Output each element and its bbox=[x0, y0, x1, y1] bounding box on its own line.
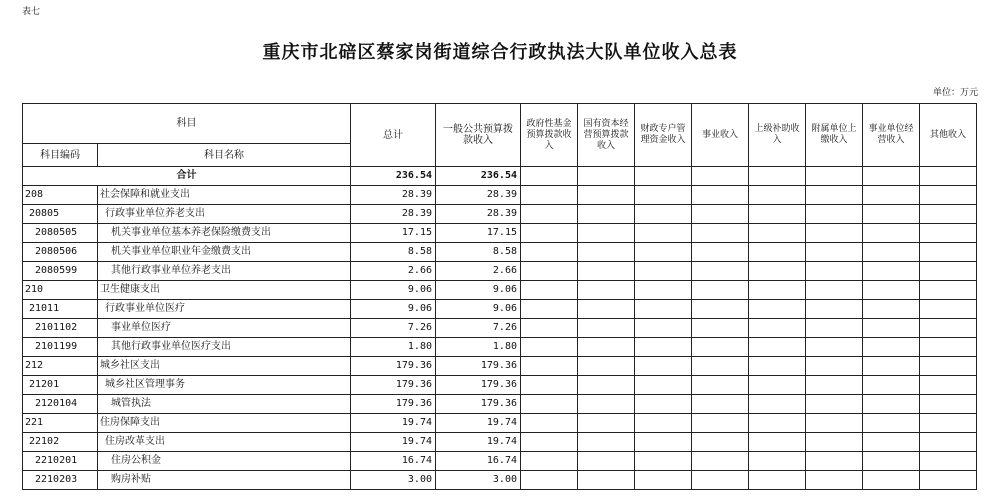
subject-code: 2101102 bbox=[23, 319, 98, 338]
empty-cell bbox=[920, 224, 977, 243]
subject-name: 事业单位医疗 bbox=[98, 319, 351, 338]
total-value: 3.00 bbox=[351, 471, 436, 490]
general-budget-value: 9.06 bbox=[436, 281, 521, 300]
total-value: 8.58 bbox=[351, 243, 436, 262]
general-budget-value: 9.06 bbox=[436, 300, 521, 319]
empty-cell bbox=[692, 205, 749, 224]
empty-cell bbox=[863, 395, 920, 414]
table-row bbox=[23, 414, 977, 433]
general-budget-value: 16.74 bbox=[436, 452, 521, 471]
table-header bbox=[23, 104, 977, 167]
empty-cell bbox=[863, 186, 920, 205]
column-header: 国有资本经营预算拨款收入 bbox=[578, 104, 635, 167]
empty-cell bbox=[749, 357, 806, 376]
empty-cell bbox=[920, 414, 977, 433]
empty-cell bbox=[578, 414, 635, 433]
empty-cell bbox=[863, 376, 920, 395]
subject-name: 住房改革支出 bbox=[98, 433, 351, 452]
general-budget-value: 8.58 bbox=[436, 243, 521, 262]
empty-cell bbox=[863, 243, 920, 262]
empty-cell bbox=[920, 452, 977, 471]
general-budget-value: 3.00 bbox=[436, 471, 521, 490]
empty-cell bbox=[521, 281, 578, 300]
subject-code: 22102 bbox=[23, 433, 98, 452]
empty-cell bbox=[635, 205, 692, 224]
empty-cell bbox=[749, 338, 806, 357]
table-row bbox=[23, 452, 977, 471]
empty-cell bbox=[806, 319, 863, 338]
empty-cell bbox=[635, 357, 692, 376]
empty-cell bbox=[749, 319, 806, 338]
table-row bbox=[23, 338, 977, 357]
subject-code: 212 bbox=[23, 357, 98, 376]
empty-cell bbox=[749, 281, 806, 300]
table-row bbox=[23, 471, 977, 490]
empty-cell bbox=[578, 433, 635, 452]
empty-cell bbox=[749, 414, 806, 433]
general-budget-value: 179.36 bbox=[436, 395, 521, 414]
subject-name: 其他行政事业单位养老支出 bbox=[98, 262, 351, 281]
total-value: 19.74 bbox=[351, 433, 436, 452]
empty-cell bbox=[635, 433, 692, 452]
total-value: 16.74 bbox=[351, 452, 436, 471]
empty-cell bbox=[806, 471, 863, 490]
empty-cell bbox=[863, 224, 920, 243]
general-budget-value: 1.80 bbox=[436, 338, 521, 357]
subject-code: 2210201 bbox=[23, 452, 98, 471]
empty-cell bbox=[692, 319, 749, 338]
empty-cell bbox=[692, 243, 749, 262]
empty-cell bbox=[635, 243, 692, 262]
empty-cell bbox=[920, 262, 977, 281]
empty-cell bbox=[578, 281, 635, 300]
empty-cell bbox=[863, 414, 920, 433]
empty-cell bbox=[521, 205, 578, 224]
subject-name: 卫生健康支出 bbox=[98, 281, 351, 300]
general-budget-value: 179.36 bbox=[436, 376, 521, 395]
table-row bbox=[23, 300, 977, 319]
subject-name: 社会保障和就业支出 bbox=[98, 186, 351, 205]
empty-cell bbox=[920, 433, 977, 452]
column-header: 事业单位经营收入 bbox=[863, 104, 920, 167]
empty-cell bbox=[692, 414, 749, 433]
empty-cell bbox=[806, 262, 863, 281]
empty-cell bbox=[692, 262, 749, 281]
column-header: 一般公共预算拨款收入 bbox=[436, 104, 521, 167]
empty-cell bbox=[578, 300, 635, 319]
empty-cell bbox=[578, 186, 635, 205]
empty-cell bbox=[578, 376, 635, 395]
empty-cell bbox=[692, 395, 749, 414]
empty-cell bbox=[749, 262, 806, 281]
table-row bbox=[23, 262, 977, 281]
general-budget-value: 17.15 bbox=[436, 224, 521, 243]
table-row bbox=[23, 319, 977, 338]
total-value: 28.39 bbox=[351, 186, 436, 205]
empty-cell bbox=[635, 186, 692, 205]
empty-cell bbox=[521, 433, 578, 452]
empty-cell bbox=[635, 452, 692, 471]
empty-cell bbox=[692, 433, 749, 452]
column-header: 上级补助收入 bbox=[749, 104, 806, 167]
total-value: 9.06 bbox=[351, 281, 436, 300]
empty-cell bbox=[749, 205, 806, 224]
empty-cell bbox=[920, 186, 977, 205]
subject-code: 21011 bbox=[23, 300, 98, 319]
empty-cell bbox=[749, 376, 806, 395]
table-row bbox=[23, 281, 977, 300]
table-row bbox=[23, 224, 977, 243]
empty-cell bbox=[920, 395, 977, 414]
empty-cell bbox=[863, 281, 920, 300]
general-budget-value: 28.39 bbox=[436, 205, 521, 224]
empty-cell bbox=[521, 452, 578, 471]
column-header: 总计 bbox=[351, 104, 436, 167]
empty-cell bbox=[635, 471, 692, 490]
unit-label: 单位：万元 bbox=[932, 88, 978, 98]
total-value: 236.54 bbox=[351, 167, 436, 186]
empty-cell bbox=[635, 262, 692, 281]
subject-name: 其他行政事业单位医疗支出 bbox=[98, 338, 351, 357]
total-value: 179.36 bbox=[351, 395, 436, 414]
empty-cell bbox=[578, 357, 635, 376]
empty-cell bbox=[578, 205, 635, 224]
empty-cell bbox=[806, 433, 863, 452]
empty-cell bbox=[578, 262, 635, 281]
subject-header: 科目 bbox=[23, 104, 351, 144]
empty-cell bbox=[749, 433, 806, 452]
subject-name: 购房补贴 bbox=[98, 471, 351, 490]
empty-cell bbox=[692, 281, 749, 300]
subject-code-header: 科目编码 bbox=[23, 144, 98, 167]
empty-cell bbox=[521, 243, 578, 262]
empty-cell bbox=[521, 414, 578, 433]
empty-cell bbox=[635, 281, 692, 300]
subject-code: 2080599 bbox=[23, 262, 98, 281]
empty-cell bbox=[521, 262, 578, 281]
total-label: 合计 bbox=[23, 167, 351, 186]
empty-cell bbox=[578, 319, 635, 338]
subject-code: 210 bbox=[23, 281, 98, 300]
total-row bbox=[23, 167, 977, 186]
empty-cell bbox=[806, 452, 863, 471]
empty-cell bbox=[806, 395, 863, 414]
subject-code: 2080505 bbox=[23, 224, 98, 243]
subject-code: 21201 bbox=[23, 376, 98, 395]
empty-cell bbox=[578, 471, 635, 490]
empty-cell bbox=[521, 395, 578, 414]
empty-cell bbox=[920, 319, 977, 338]
column-header: 财政专户管理资金收入 bbox=[635, 104, 692, 167]
empty-cell bbox=[806, 186, 863, 205]
empty-cell bbox=[806, 376, 863, 395]
empty-cell bbox=[806, 224, 863, 243]
subject-name: 机关事业单位基本养老保险缴费支出 bbox=[98, 224, 351, 243]
empty-cell bbox=[521, 376, 578, 395]
empty-cell bbox=[521, 471, 578, 490]
table-row bbox=[23, 186, 977, 205]
general-budget-value: 28.39 bbox=[436, 186, 521, 205]
empty-cell bbox=[692, 300, 749, 319]
empty-cell bbox=[635, 300, 692, 319]
empty-cell bbox=[521, 338, 578, 357]
empty-cell bbox=[806, 281, 863, 300]
empty-cell bbox=[692, 224, 749, 243]
total-value: 179.36 bbox=[351, 376, 436, 395]
empty-cell bbox=[920, 281, 977, 300]
subject-name-header: 科目名称 bbox=[98, 144, 351, 167]
table-row bbox=[23, 243, 977, 262]
empty-cell bbox=[635, 319, 692, 338]
subject-code: 2120104 bbox=[23, 395, 98, 414]
total-value: 19.74 bbox=[351, 414, 436, 433]
table-tag: 表七 bbox=[22, 7, 41, 17]
total-value: 28.39 bbox=[351, 205, 436, 224]
table-row bbox=[23, 205, 977, 224]
table-body bbox=[23, 167, 977, 490]
empty-cell bbox=[920, 243, 977, 262]
empty-cell bbox=[920, 471, 977, 490]
subject-code: 221 bbox=[23, 414, 98, 433]
empty-cell bbox=[578, 243, 635, 262]
empty-cell bbox=[863, 433, 920, 452]
empty-cell bbox=[749, 300, 806, 319]
empty-cell bbox=[635, 338, 692, 357]
total-value: 1.80 bbox=[351, 338, 436, 357]
empty-cell bbox=[749, 452, 806, 471]
subject-code: 2080506 bbox=[23, 243, 98, 262]
empty-cell bbox=[692, 376, 749, 395]
empty-cell bbox=[692, 452, 749, 471]
empty-cell bbox=[920, 205, 977, 224]
empty-cell bbox=[806, 414, 863, 433]
empty-cell bbox=[521, 357, 578, 376]
total-value: 179.36 bbox=[351, 357, 436, 376]
empty-cell bbox=[578, 395, 635, 414]
empty-cell bbox=[806, 357, 863, 376]
subject-code: 208 bbox=[23, 186, 98, 205]
empty-cell bbox=[749, 395, 806, 414]
subject-name: 住房保障支出 bbox=[98, 414, 351, 433]
total-value: 7.26 bbox=[351, 319, 436, 338]
empty-cell bbox=[635, 224, 692, 243]
general-budget-value: 7.26 bbox=[436, 319, 521, 338]
general-budget-value: 2.66 bbox=[436, 262, 521, 281]
empty-cell bbox=[749, 243, 806, 262]
empty-cell bbox=[920, 338, 977, 357]
subject-code: 2210203 bbox=[23, 471, 98, 490]
income-table bbox=[22, 103, 977, 490]
empty-cell bbox=[920, 300, 977, 319]
total-value: 2.66 bbox=[351, 262, 436, 281]
empty-cell bbox=[521, 186, 578, 205]
empty-cell bbox=[863, 357, 920, 376]
subject-name: 城管执法 bbox=[98, 395, 351, 414]
empty-cell bbox=[578, 224, 635, 243]
empty-cell bbox=[692, 186, 749, 205]
total-value: 9.06 bbox=[351, 300, 436, 319]
subject-code: 20805 bbox=[23, 205, 98, 224]
subject-name: 机关事业单位职业年金缴费支出 bbox=[98, 243, 351, 262]
subject-name: 住房公积金 bbox=[98, 452, 351, 471]
empty-cell bbox=[692, 357, 749, 376]
column-header: 事业收入 bbox=[692, 104, 749, 167]
general-budget-value: 19.74 bbox=[436, 414, 521, 433]
empty-cell bbox=[863, 262, 920, 281]
empty-cell bbox=[521, 319, 578, 338]
total-general: 236.54 bbox=[436, 167, 521, 186]
subject-name: 行政事业单位养老支出 bbox=[98, 205, 351, 224]
subject-code: 2101199 bbox=[23, 338, 98, 357]
empty-cell bbox=[920, 376, 977, 395]
subject-name: 城乡社区管理事务 bbox=[98, 376, 351, 395]
table-row bbox=[23, 357, 977, 376]
empty-cell bbox=[863, 205, 920, 224]
empty-cell bbox=[521, 300, 578, 319]
subject-name: 城乡社区支出 bbox=[98, 357, 351, 376]
empty-cell bbox=[635, 414, 692, 433]
table-row bbox=[23, 395, 977, 414]
empty-cell bbox=[863, 338, 920, 357]
empty-cell bbox=[635, 376, 692, 395]
subject-name: 行政事业单位医疗 bbox=[98, 300, 351, 319]
empty-cell bbox=[863, 452, 920, 471]
table-row bbox=[23, 376, 977, 395]
general-budget-value: 19.74 bbox=[436, 433, 521, 452]
empty-cell bbox=[920, 357, 977, 376]
empty-cell bbox=[806, 205, 863, 224]
empty-cell bbox=[692, 471, 749, 490]
empty-cell bbox=[863, 300, 920, 319]
empty-cell bbox=[635, 395, 692, 414]
empty-cell bbox=[806, 243, 863, 262]
empty-cell bbox=[749, 471, 806, 490]
general-budget-value: 179.36 bbox=[436, 357, 521, 376]
empty-cell bbox=[806, 300, 863, 319]
column-header: 其他收入 bbox=[920, 104, 977, 167]
total-value: 17.15 bbox=[351, 224, 436, 243]
empty-cell bbox=[749, 186, 806, 205]
empty-cell bbox=[749, 224, 806, 243]
table-row bbox=[23, 433, 977, 452]
empty-cell bbox=[806, 338, 863, 357]
page-title: 重庆市北碚区蔡家岗街道综合行政执法大队单位收入总表 bbox=[262, 42, 738, 63]
empty-cell bbox=[578, 452, 635, 471]
empty-cell bbox=[521, 224, 578, 243]
empty-cell bbox=[692, 338, 749, 357]
empty-cell bbox=[578, 338, 635, 357]
column-header: 附属单位上缴收入 bbox=[806, 104, 863, 167]
empty-cell bbox=[863, 319, 920, 338]
empty-cell bbox=[863, 471, 920, 490]
column-header: 政府性基金预算拨款收入 bbox=[521, 104, 578, 167]
